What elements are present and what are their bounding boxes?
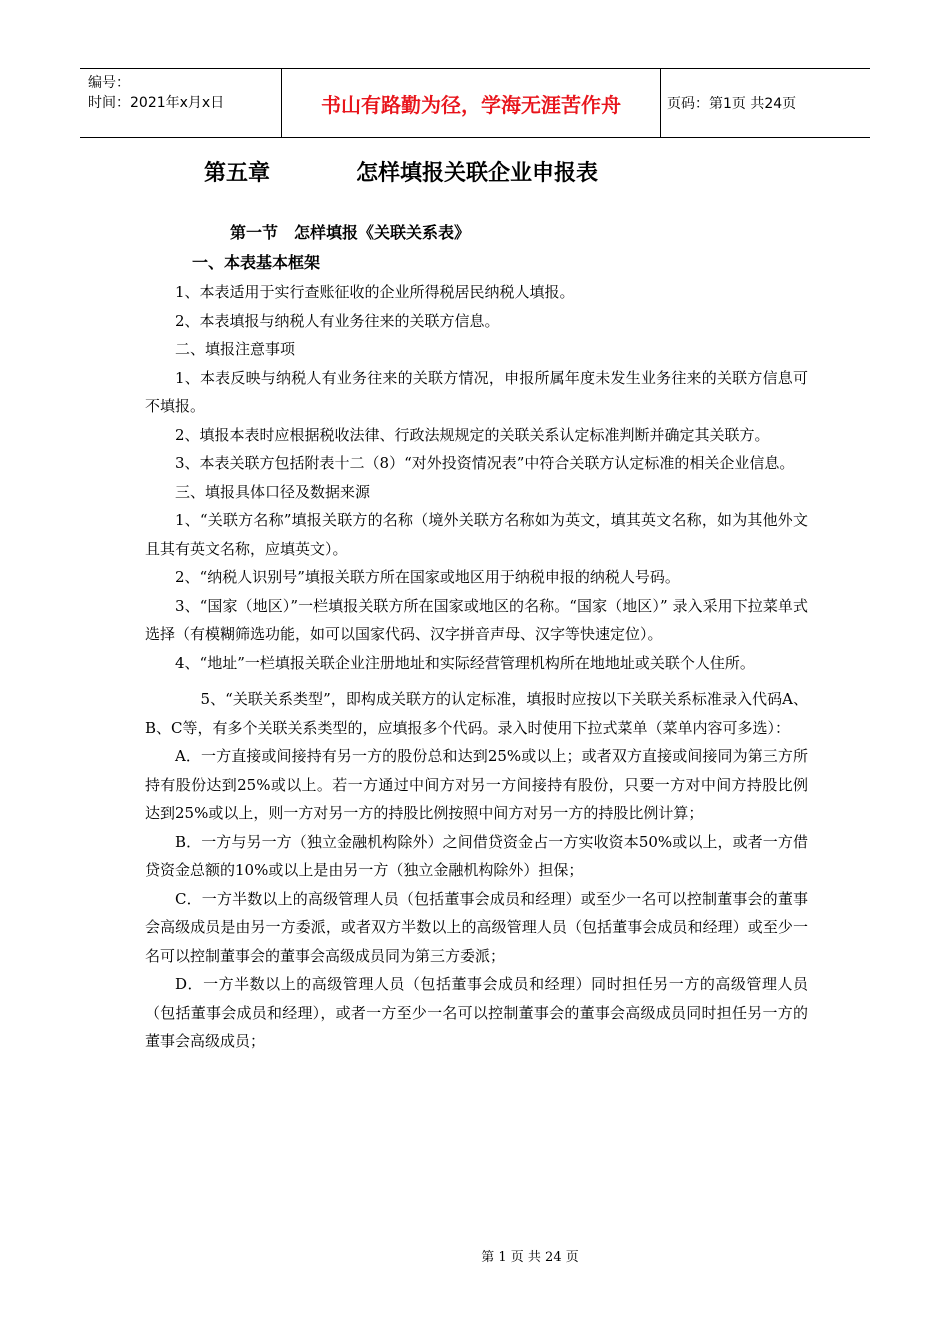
paragraph: 2、“纳税人识别号”填报关联方所在国家或地区用于纳税申报的纳税人号码。 [175, 568, 680, 586]
document-body [145, 278, 808, 1056]
section-title: 第一节 怎样填报《关联关系表》 [230, 223, 471, 242]
footer-page-number: 第 1 页 共 24 页 [481, 1250, 579, 1265]
paragraph: 三、填报具体口径及数据来源 [175, 482, 371, 501]
chapter-title [204, 156, 598, 187]
paragraph: B．一方与另一方（独立金融机构除外）之间借贷资金占一方实收资本50%或以上，或者一方借贷资金总额的10%或以上是由另一方（独立金融机构除外）担保； [145, 832, 808, 879]
paragraph: D．一方半数以上的高级管理人员（包括董事会成员和经理）同时担任另一方的高级管理人员（包括董事会成员和经理），或者一方至少一名可以控制董事会的董事会高级成员同时担任另一方的董事会高级成员； [145, 975, 808, 1050]
paragraph: 1、本表适用于实行查账征收的企业所得税居民纳税人填报。 [175, 283, 575, 301]
paragraph: 1、本表反映与纳税人有业务往来的关联方情况，申报所属年度未发生业务往来的关联方信息可不填报。 [145, 368, 808, 415]
paragraph: C．一方半数以上的高级管理人员（包括董事会成员和经理）或至少一名可以控制董事会的董事会高级成员是由另一方委派，或者双方半数以上的高级管理人员（包括董事会成员和经理）或至少一名可以控制董事会的董事会高级成员同为第三方委派； [145, 889, 808, 965]
number-label: 编号： [88, 75, 130, 91]
paragraph: A．一方直接或间接持有另一方的股份总和达到25%或以上；或者双方直接或间接同为第三方所持有股份达到25%或以上。若一方通过中间方对另一方间接持有股份，只要一方对中间方持股比例达到25%或以上，则一方对另一方的持股比例按照中间方对另一方的持股比例计算； [145, 747, 808, 822]
paragraph: 2、填报本表时应根据税收法律、行政法规规定的关联关系认定标准判断并确定其关联方。 [175, 425, 770, 444]
paragraph: 4、“地址”一栏填报关联企业注册地址和实际经营管理机构所在地地址或关联个人住所。 [175, 653, 755, 672]
chapter-name: 怎样填报关联企业申报表 [356, 161, 599, 186]
heading-1: 一、本表基本框架 [192, 253, 321, 272]
header-motto: 书山有路勤为径，学海无涯苦作舟 [282, 69, 661, 137]
paragraph: 3、本表关联方包括附表十二（8）“对外投资情况表”中符合关联方认定标准的相关企业信息。 [175, 454, 795, 472]
paragraph: 3、“国家（地区）”一栏填报关联方所在国家或地区的名称。“国家（地区）” 录入采用下拉菜单式选择（有模糊筛选功能，如可以国家代码、汉字拼音声母、汉字等快速定位）。 [145, 596, 808, 643]
paragraph: 1、“关联方名称”填报关联方的名称（境外关联方名称如为英文，填其英文名称，如为其他外文且其有英文名称，应填英文）。 [145, 511, 808, 558]
time-label: 时间：2021年x月x日 [88, 95, 225, 111]
page-header [80, 68, 870, 138]
header-page-info: 页码：第1页 共24页 [667, 96, 797, 112]
header-meta [80, 69, 282, 137]
paragraph: 2、本表填报与纳税人有业务往来的关联方信息。 [175, 311, 500, 330]
paragraph: 二、填报注意事项 [175, 340, 296, 358]
paragraph: 5、“关联关系类型”，即构成关联方的认定标准，填报时应按以下关联关系标准录入代码A、B、C等，有多个关联关系类型的，应填报多个代码。录入时使用下拉式菜单（菜单内容可多选）： [145, 690, 808, 737]
chapter-number: 第五章 [204, 161, 271, 186]
page-footer [0, 1246, 950, 1265]
